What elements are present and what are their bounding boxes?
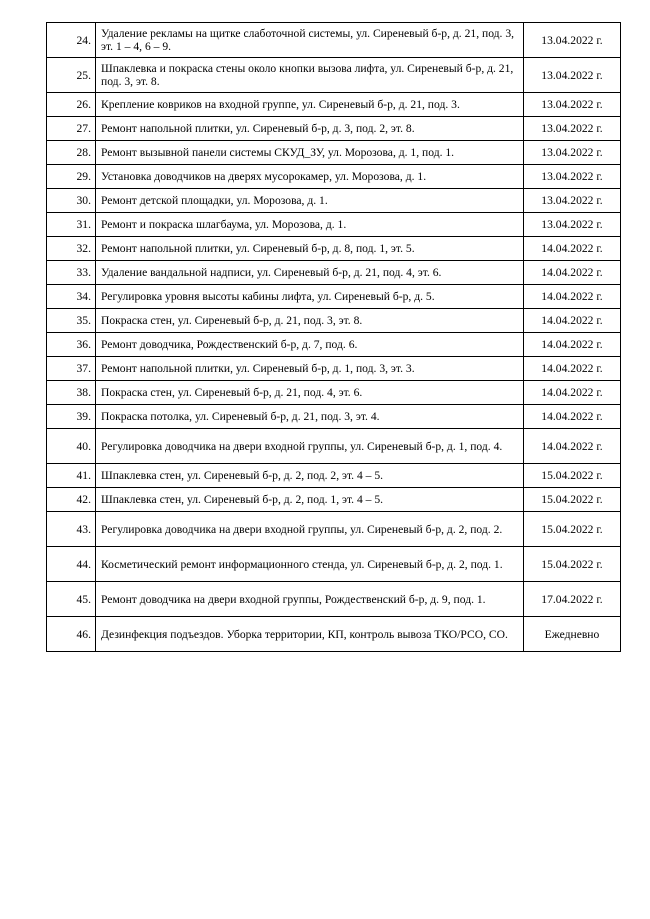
work-description: Ремонт и покраска шлагбаума, ул. Морозова, д. 1. [96, 213, 524, 237]
work-date: 14.04.2022 г. [524, 357, 621, 381]
work-date: 14.04.2022 г. [524, 381, 621, 405]
work-description: Ремонт доводчика на двери входной группы, Рождественский б-р, д. 9, под. 1. [96, 582, 524, 617]
table-row [47, 23, 621, 58]
table-row [47, 285, 621, 309]
work-description: Ремонт доводчика, Рождественский б-р, д. 7, под. 6. [96, 333, 524, 357]
work-description: Удаление вандальной надписи, ул. Сиреневый б-р, д. 21, под. 4, эт. 6. [96, 261, 524, 285]
row-number: 46. [47, 617, 96, 652]
work-description: Ремонт напольной плитки, ул. Сиреневый б-р, д. 3, под. 2, эт. 8. [96, 117, 524, 141]
work-date: 14.04.2022 г. [524, 429, 621, 464]
work-description: Установка доводчиков на дверях мусорокамер, ул. Морозова, д. 1. [96, 165, 524, 189]
table-row [47, 237, 621, 261]
work-description: Ремонт детской площадки, ул. Морозова, д. 1. [96, 189, 524, 213]
work-date: 13.04.2022 г. [524, 58, 621, 93]
work-date: 13.04.2022 г. [524, 117, 621, 141]
table-row [47, 488, 621, 512]
row-number: 24. [47, 23, 96, 58]
work-date: 14.04.2022 г. [524, 333, 621, 357]
work-date: 14.04.2022 г. [524, 405, 621, 429]
document-page [46, 22, 612, 652]
work-date: 13.04.2022 г. [524, 165, 621, 189]
table-row [47, 405, 621, 429]
table-row [47, 547, 621, 582]
table-row [47, 381, 621, 405]
row-number: 44. [47, 547, 96, 582]
row-number: 26. [47, 93, 96, 117]
work-description: Шпаклевка стен, ул. Сиреневый б-р, д. 2, под. 2, эт. 4 – 5. [96, 464, 524, 488]
table-row [47, 189, 621, 213]
work-description: Ремонт напольной плитки, ул. Сиреневый б-р, д. 1, под. 3, эт. 3. [96, 357, 524, 381]
row-number: 32. [47, 237, 96, 261]
work-description: Шпаклевка и покраска стены около кнопки вызова лифта, ул. Сиреневый б-р, д. 21, под. 3, эт. 8. [96, 58, 524, 93]
table-row [47, 213, 621, 237]
row-number: 41. [47, 464, 96, 488]
works-table [46, 22, 621, 652]
work-date: 17.04.2022 г. [524, 582, 621, 617]
table-row [47, 117, 621, 141]
work-date: 13.04.2022 г. [524, 189, 621, 213]
work-date: 14.04.2022 г. [524, 237, 621, 261]
work-description: Покраска стен, ул. Сиреневый б-р, д. 21, под. 4, эт. 6. [96, 381, 524, 405]
row-number: 36. [47, 333, 96, 357]
work-date: Ежедневно [524, 617, 621, 652]
row-number: 43. [47, 512, 96, 547]
table-row [47, 429, 621, 464]
row-number: 45. [47, 582, 96, 617]
work-description: Регулировка доводчика на двери входной группы, ул. Сиреневый б-р, д. 1, под. 4. [96, 429, 524, 464]
work-date: 14.04.2022 г. [524, 309, 621, 333]
table-row [47, 357, 621, 381]
row-number: 29. [47, 165, 96, 189]
work-description: Ремонт вызывной панели системы СКУД_ЗУ, ул. Морозова, д. 1, под. 1. [96, 141, 524, 165]
row-number: 30. [47, 189, 96, 213]
row-number: 42. [47, 488, 96, 512]
row-number: 31. [47, 213, 96, 237]
row-number: 33. [47, 261, 96, 285]
table-row [47, 165, 621, 189]
table-row [47, 512, 621, 547]
row-number: 35. [47, 309, 96, 333]
table-row [47, 93, 621, 117]
work-description: Дезинфекция подъездов. Уборка территории, КП, контроль вывоза ТКО/РСО, СО. [96, 617, 524, 652]
row-number: 25. [47, 58, 96, 93]
works-table-body [47, 23, 621, 652]
row-number: 27. [47, 117, 96, 141]
work-description: Покраска стен, ул. Сиреневый б-р, д. 21, под. 3, эт. 8. [96, 309, 524, 333]
work-description: Косметический ремонт информационного стенда, ул. Сиреневый б-р, д. 2, под. 1. [96, 547, 524, 582]
table-row [47, 582, 621, 617]
work-date: 14.04.2022 г. [524, 285, 621, 309]
work-date: 13.04.2022 г. [524, 23, 621, 58]
work-date: 13.04.2022 г. [524, 213, 621, 237]
work-date: 15.04.2022 г. [524, 547, 621, 582]
work-date: 15.04.2022 г. [524, 488, 621, 512]
work-date: 13.04.2022 г. [524, 141, 621, 165]
work-description: Крепление ковриков на входной группе, ул. Сиреневый б-р, д. 21, под. 3. [96, 93, 524, 117]
row-number: 39. [47, 405, 96, 429]
row-number: 34. [47, 285, 96, 309]
work-description: Регулировка уровня высоты кабины лифта, ул. Сиреневый б-р, д. 5. [96, 285, 524, 309]
table-row [47, 333, 621, 357]
table-row [47, 464, 621, 488]
row-number: 28. [47, 141, 96, 165]
table-row [47, 141, 621, 165]
work-description: Удаление рекламы на щитке слаботочной системы, ул. Сиреневый б-р, д. 21, под. 3, эт. 1 – 4, 6 – 9. [96, 23, 524, 58]
work-date: 15.04.2022 г. [524, 512, 621, 547]
row-number: 37. [47, 357, 96, 381]
table-row [47, 617, 621, 652]
work-description: Покраска потолка, ул. Сиреневый б-р, д. 21, под. 3, эт. 4. [96, 405, 524, 429]
table-row [47, 261, 621, 285]
work-date: 13.04.2022 г. [524, 93, 621, 117]
row-number: 38. [47, 381, 96, 405]
table-row [47, 309, 621, 333]
work-date: 14.04.2022 г. [524, 261, 621, 285]
work-date: 15.04.2022 г. [524, 464, 621, 488]
work-description: Ремонт напольной плитки, ул. Сиреневый б-р, д. 8, под. 1, эт. 5. [96, 237, 524, 261]
row-number: 40. [47, 429, 96, 464]
table-row [47, 58, 621, 93]
work-description: Шпаклевка стен, ул. Сиреневый б-р, д. 2, под. 1, эт. 4 – 5. [96, 488, 524, 512]
work-description: Регулировка доводчика на двери входной группы, ул. Сиреневый б-р, д. 2, под. 2. [96, 512, 524, 547]
